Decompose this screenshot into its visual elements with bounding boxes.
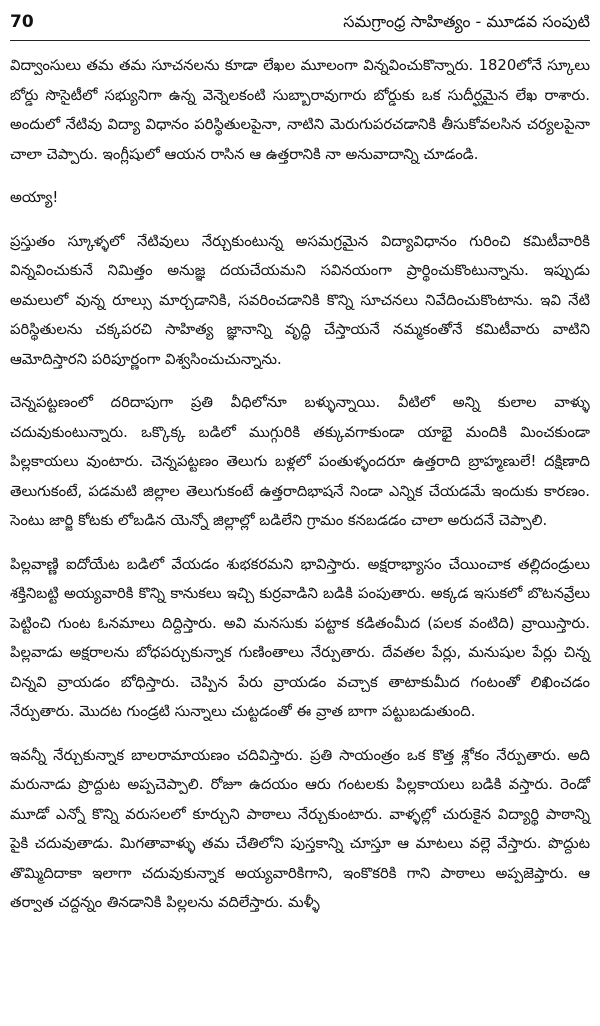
page-header	[10, 6, 590, 41]
running-head: సమగ్రాంధ్ర సాహిత్యం - మూడవ సంపుటి	[343, 12, 590, 31]
paragraph-1: విద్వాంసులు తమ తమ సూచనలను కూడా లేఖల మూలంగా విన్నవించుకొన్నారు. 1820లోనే స్కూలు బోర్డు సొసైటీలో సభ్యునిగా ఉన్న వెన్నెలకంటి సుబ్బారావుగారు బోర్డుకు ఒక సుదీర్ఘమైన లేఖ రాశారు. అందులో నేటివు విద్యా విధానం పరిస్థితులపైనా, నాటిని మెరుగుపరచడానికి తీసుకోవలసిన చర్యలపైనా చాలా చెప్పారు. ఇంగ్లీషులో ఆయన రాసిన ఆ ఉత్తరానికి నా అనువాదాన్ని చూడండి.	[10, 57, 590, 163]
page-number: 70	[10, 12, 34, 32]
paragraph-4: పిల్లవాణ్ణి ఐదోయేట బడిలో వేయడం శుభకరమని భావిస్తారు. అక్షరాభ్యాసం చేయించాక తల్లిదండ్రులు శక్తినిబట్టి అయ్యవారికి కొన్ని కానుకలు ఇచ్చి కుర్రవాడిని బడికి పంపుతారు. అక్కడ ఇసుకలో బొటనవ్రేలు పెట్టించి గుంట ఓనమాలు దిద్దిస్తారు. అవి మనసుకు పట్టాక కడితంమీద (పలక వంటిది) వ్రాయిస్తారు. పిల్లవాడు అక్షరాలను బోధపర్చుకున్నాక గుణింతాలు నేర్పుతారు. దేవతల పేర్లు, మనుషుల పేర్లు చిన్న చిన్నవి వ్రాయడం బోధిస్తారు. చెప్పిన పేరు వ్రాయడం వచ్చాక తాటాకుమీద గంటంతో లిఖించడం నేర్పుతారు. మొదట గుండ్రటి సున్నాలు చుట్టడంతో ఈ వ్రాత బాగా పట్టుబడుతుంది.	[10, 555, 590, 720]
page-body	[10, 51, 590, 918]
paragraph-3: చెన్నపట్టణంలో దరిదాపుగా ప్రతి వీధిలోనూ బళ్ళున్నాయి. వీటిలో అన్ని కులాల వాళ్ళు చదువుకుంటున్నారు. ఒక్కొక్క బడిలో ముగ్గురికి తక్కువగాకుండా యాభై మందికి మించకుండా పిల్లకాయలు వుంటారు. చెన్నపట్టణం తెలుగు బళ్లలో పంతుళ్ళందరూ ఉత్తరాది బ్రాహ్మణులే! దక్షిణాది తెలుగుకంటే, పడమటి జిల్లాల తెలుగుకంటే ఉత్తరాదిభాషనే నిండా ఎన్నిక చేయడమే ఇందుకు కారణం. సెంటు జార్జి కోటకు లోబడిన యెన్నో జిల్లాల్లో బడిలేని గ్రామం కనబడడం చాలా అరుదనే చెప్పాలి.	[10, 394, 590, 529]
paragraph-5: ఇవన్నీ నేర్చుకున్నాక బాలరామాయణం చదివిస్తారు. ప్రతి సాయంత్రం ఒక కొత్త శ్లోకం నేర్పుతారు. అది మరునాడు ప్రొద్దుట అప్పచెప్పాలి. రోజూ ఉదయం ఆరు గంటలకు పిల్లకాయలు బడికి వస్తారు. రెండో మూడో ఎన్నో కొన్ని వరుసలలో కూర్చుని పాఠాలు నేర్చుకుంటారు. వాళ్ళల్లో చురుకైన విద్యార్థి పాఠాన్ని పైకి చదువుతాడు. మిగతావాళ్ళు తమ చేతిలోని పుస్తకాన్ని చూస్తూ ఆ మాటలు వల్లె వేస్తారు. పొద్దుట తొమ్మిదిదాకా ఇలాగా చదువుకున్నాక అయ్యవారికిగాని, ఇంకొకరికి గాని పాఠాలు అప్పజెప్తారు. ఆ తర్వాత చద్దన్నం తినడానికి పిల్లలను వదిలేస్తారు. మళ్ళీ	[10, 746, 590, 911]
letter-greeting: అయ్యా!	[10, 189, 59, 206]
paragraph-2: ప్రస్తుతం స్కూళ్ళలో నేటివులు నేర్చుకుంటున్న అసమగ్రమైన విద్యావిధానం గురించి కమిటీవారికి విన్నవించుకునే నిమిత్తం అనుజ్ఞ దయచేయమని సవినయంగా ప్రార్థించుకొంటున్నాను. ఇప్పుడు అమలులో వున్న రూల్సు మార్చడానికి, సవరించడానికి కొన్ని సూచనలు నివేదించుకొంటాను. ఇవి నేటి పరిస్థితులను చక్కపరచి సాహిత్య జ్ఞానాన్ని వృద్ధి చేస్తాయనే నమ్మకంతోనే కమిటీవారు వాటిని ఆమోదిస్తారని పరిపూర్ణంగా విశ్వసించుచున్నాను.	[10, 232, 590, 368]
